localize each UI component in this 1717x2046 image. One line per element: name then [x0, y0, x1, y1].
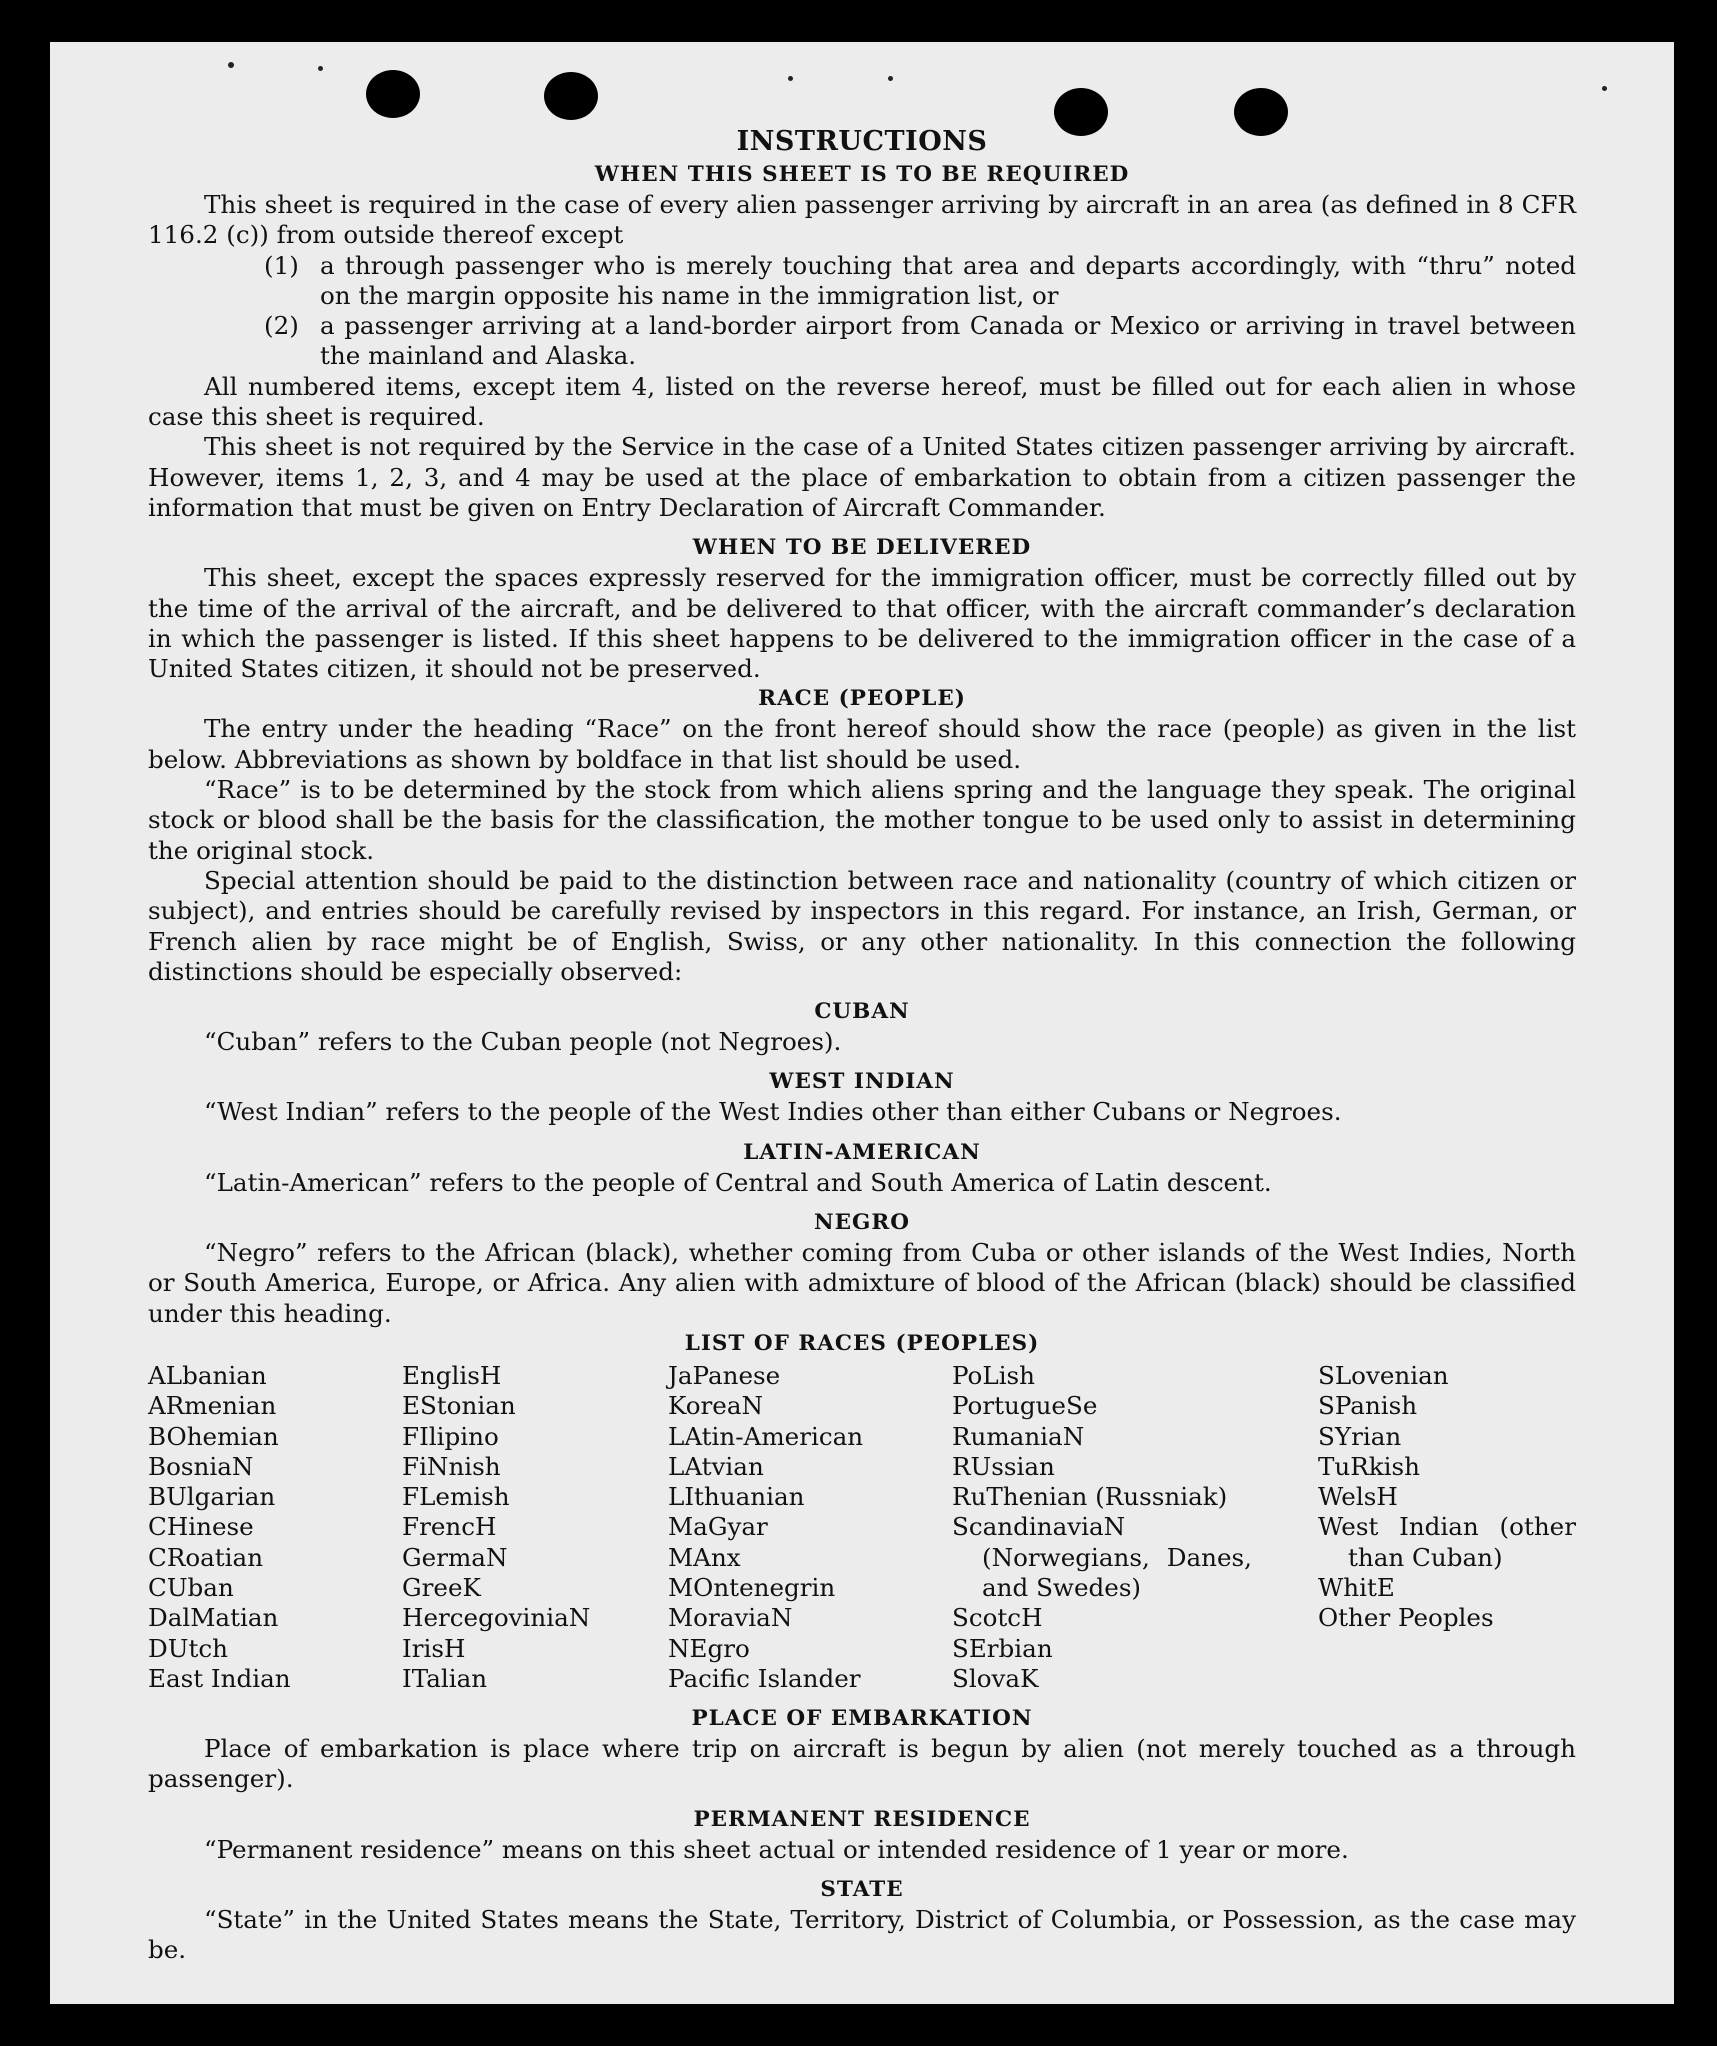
item-text: a passenger arriving at a land-border airport from Canada or Mexico or arriving in travel between the mainland and Alaska.: [320, 311, 1576, 371]
race-entry: DUtch: [148, 1633, 228, 1663]
punch-hole: [366, 70, 420, 118]
races-column-4: [952, 1361, 1252, 1694]
required-paragraph-3: This sheet is not required by the Service in the case of a United States citizen passenger arriving by aircraft. However, items 1, 2, 3, and 4 may be used at the place of embarkation to obtain from a citizen passenger the information that must be given on Entry Declaration of Aircraft Commander.: [148, 432, 1576, 522]
race-entry: FrencH: [402, 1512, 497, 1542]
heading-list-of-races: LIST OF RACES (PEOPLES): [684, 1330, 1040, 1356]
races-column-1: [148, 1361, 402, 1694]
race-entry: LIthuanian: [668, 1482, 805, 1512]
latin-american-text: “Latin-American” refers to the people of Central and South America of Latin descent.: [204, 1167, 1272, 1197]
race-entry: MOntenegrin: [668, 1572, 836, 1602]
west-indian-text: “West Indian” refers to the people of the West Indies other than either Cubans or Negroes.: [204, 1097, 1342, 1127]
race-entry: TuRkish: [1318, 1451, 1420, 1481]
speck: [788, 76, 793, 81]
race-entry: RumaniaN: [952, 1421, 1085, 1451]
embarkation-text: Place of embarkation is place where trip on aircraft is begun by alien (not merely touched as a through passenger).: [148, 1734, 1576, 1794]
race-entry: SPanish: [1318, 1391, 1418, 1421]
item-number: (1): [264, 250, 299, 280]
negro-text: “Negro” refers to the African (black), whether coming from Cuba or other islands of the West Indies, North or South America, Europe, or Africa. Any alien with admixture of blood of the African (black) should be classified under this heading.: [148, 1238, 1576, 1328]
race-entry: West Indian (other than Cuban): [1318, 1512, 1576, 1572]
race-entry: RUssian: [952, 1451, 1055, 1481]
heading-embarkation: PLACE OF EMBARKATION: [691, 1706, 1033, 1732]
speck: [888, 76, 893, 81]
race-entry: RuThenian (Russniak): [952, 1482, 1228, 1512]
speck: [228, 62, 234, 68]
race-paragraph-1: The entry under the heading “Race” on the front hereof should show the race (people) as given in the list below. Abbreviations as shown by boldface in that list should be used.: [148, 714, 1576, 774]
race-entry: DalMatian: [148, 1603, 279, 1633]
race-entry: ALbanian: [148, 1360, 267, 1390]
heading-required: WHEN THIS SHEET IS TO BE REQUIRED: [594, 162, 1130, 187]
cuban-text: “Cuban” refers to the Cuban people (not Negroes).: [204, 1027, 842, 1057]
races-column-3: [668, 1361, 952, 1694]
race-entry: EStonian: [402, 1391, 516, 1421]
heading-race: RACE (PEOPLE): [758, 686, 966, 712]
heading-west-indian: WEST INDIAN: [769, 1069, 955, 1095]
races-list: [148, 1361, 1576, 1694]
race-entry: ScotcH: [952, 1603, 1043, 1633]
item-text: a through passenger who is merely touching that area and departs accordingly, with “thru” noted on the margin opposite his name in the immigration list, or: [320, 250, 1576, 310]
race-entry: SErbian: [952, 1633, 1053, 1663]
races-column-2: [402, 1361, 668, 1694]
race-entry: FiNnish: [402, 1451, 501, 1481]
heading-permanent-residence: PERMANENT RESIDENCE: [693, 1806, 1031, 1832]
race-entry: JaPanese: [668, 1360, 781, 1390]
race-entry: Other Peoples: [1318, 1603, 1494, 1633]
speck: [1602, 86, 1607, 91]
race-entry: CHinese: [148, 1512, 254, 1542]
race-entry: PoLish: [952, 1360, 1036, 1390]
race-entry: East Indian: [148, 1663, 291, 1693]
race-entry: EnglisH: [402, 1360, 502, 1390]
heading-cuban: CUBAN: [814, 999, 910, 1025]
race-entry: SLovenian: [1318, 1360, 1449, 1390]
race-entry: GreeK: [402, 1572, 481, 1602]
races-column-5: [1318, 1361, 1576, 1694]
exception-item: [148, 311, 1576, 372]
race-entry: MAnx: [668, 1542, 741, 1572]
punch-hole: [544, 72, 598, 120]
race-entry: BOhemian: [148, 1421, 279, 1451]
instruction-sheet: [50, 42, 1674, 2004]
state-text: “State” in the United States means the State, Territory, District of Columbia, or Possession, as the case may be.: [148, 1905, 1576, 1965]
race-entry: GermaN: [402, 1542, 508, 1572]
instructions-content: [148, 124, 1576, 1966]
delivered-paragraph: This sheet, except the spaces expressly reserved for the immigration officer, must be correctly filled out by the time of the arrival of the aircraft, and be delivered to that officer, with the aircraft commander’s declaration in which the passenger is listed. If this sheet happens to be delivered to the immigration officer in the case of a United States citizen, it should not be preserved.: [148, 563, 1576, 684]
heading-state: STATE: [820, 1877, 904, 1903]
race-entry: BosniaN: [148, 1451, 254, 1481]
race-entry: ARmenian: [148, 1391, 277, 1421]
race-entry: WhitE: [1318, 1572, 1395, 1602]
race-paragraph-3: Special attention should be paid to the distinction between race and nationality (country of which citizen or subject), and entries should be carefully revised by inspectors in this regard. For instance, an Irish, German, or French alien by race might be of English, Swiss, or any other nationality. In this connection the following distinctions should be especially observed:: [148, 865, 1576, 986]
race-entry: ScandinaviaN (Norwegians, Danes, and Swedes): [952, 1512, 1252, 1602]
race-entry: LAtvian: [668, 1451, 764, 1481]
permanent-residence-text: “Permanent residence” means on this sheet actual or intended residence of 1 year or more.: [204, 1834, 1349, 1864]
exception-item: [148, 251, 1576, 312]
race-entry: FIlipino: [402, 1421, 499, 1451]
race-entry: Pacific Islander: [668, 1663, 861, 1693]
race-entry: WelsH: [1318, 1482, 1398, 1512]
race-entry: NEgro: [668, 1633, 750, 1663]
race-entry: SlovaK: [952, 1663, 1039, 1693]
race-entry: BUlgarian: [148, 1482, 276, 1512]
required-paragraph-1: This sheet is required in the case of every alien passenger arriving by aircraft in an area (as defined in 8 CFR 116.2 (c)) from outside thereof except: [148, 190, 1576, 250]
page-title: INSTRUCTIONS: [736, 126, 988, 157]
item-number: (2): [264, 311, 299, 341]
race-entry: CRoatian: [148, 1542, 264, 1572]
race-entry: CUban: [148, 1572, 234, 1602]
race-entry: LAtin-American: [668, 1421, 864, 1451]
race-entry: SYrian: [1318, 1421, 1402, 1451]
race-entry: MaGyar: [668, 1512, 768, 1542]
race-entry: HercegoviniaN: [402, 1603, 591, 1633]
required-paragraph-2: All numbered items, except item 4, listed on the reverse hereof, must be filled out for each alien in whose case this sheet is required.: [148, 371, 1576, 432]
race-paragraph-2: “Race” is to be determined by the stock from which aliens spring and the language they speak. The original stock or blood shall be the basis for the classification, the mother tongue to be used only to assist in determining the original stock.: [148, 775, 1576, 865]
heading-delivered: WHEN TO BE DELIVERED: [692, 535, 1032, 561]
race-entry: IrisH: [402, 1633, 466, 1663]
race-entry: KoreaN: [668, 1391, 764, 1421]
speck: [318, 66, 323, 71]
race-entry: ITalian: [402, 1663, 488, 1693]
race-entry: MoraviaN: [668, 1603, 793, 1633]
race-entry: FLemish: [402, 1482, 510, 1512]
heading-negro: NEGRO: [814, 1210, 910, 1236]
race-entry: PortugueSe: [952, 1391, 1098, 1421]
heading-latin-american: LATIN-AMERICAN: [743, 1139, 981, 1165]
